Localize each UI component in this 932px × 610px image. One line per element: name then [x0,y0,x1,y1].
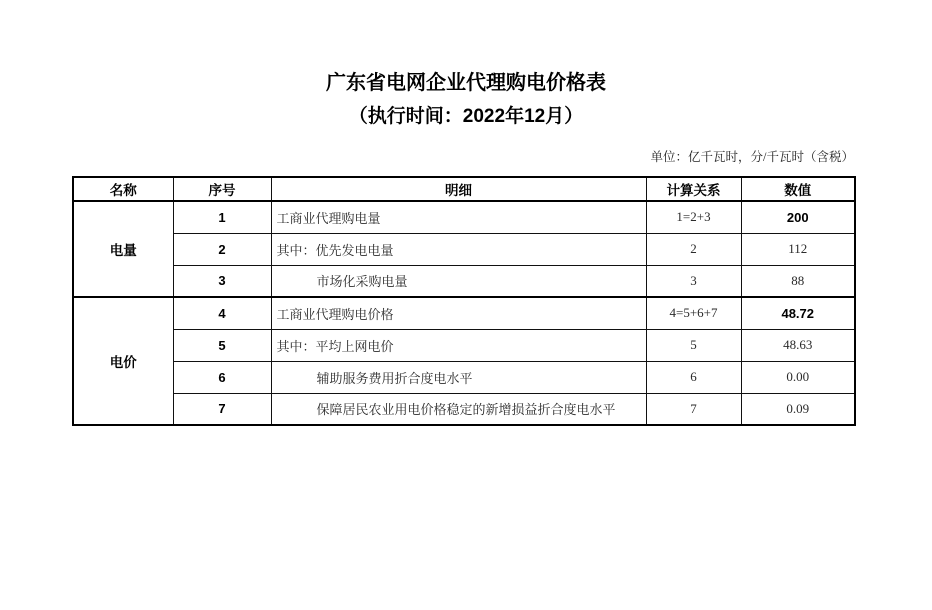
cell-value: 48.72 [741,297,855,329]
column-header-name: 名称 [73,177,173,201]
column-header-detail: 明细 [271,177,646,201]
cell-detail: 其中：优先发电电量 [271,233,646,265]
cell-no: 7 [173,393,271,425]
group-label-electricity-price: 电价 [73,297,173,425]
table-row [73,233,855,265]
cell-relation: 1=2+3 [646,201,741,233]
table-row [73,201,855,233]
unit-note: 单位：亿千瓦时，分/千瓦时（含税） [650,150,854,164]
cell-value: 0.09 [741,393,855,425]
page-subtitle: （执行时间：2022年12月） [348,106,584,127]
cell-detail: 保障居民农业用电价格稳定的新增损益折合度电水平 [271,393,646,425]
cell-no: 3 [173,265,271,297]
cell-value: 200 [741,201,855,233]
page-title: 广东省电网企业代理购电价格表 [326,72,606,94]
cell-relation: 5 [646,329,741,361]
column-header-relation: 计算关系 [646,177,741,201]
cell-no: 1 [173,201,271,233]
table-row [73,265,855,297]
table-row [73,329,855,361]
cell-no: 5 [173,329,271,361]
cell-no: 2 [173,233,271,265]
cell-no: 6 [173,361,271,393]
cell-detail: 工商业代理购电量 [271,201,646,233]
cell-detail: 辅助服务费用折合度电水平 [271,361,646,393]
cell-relation: 6 [646,361,741,393]
table-row [73,393,855,425]
column-header-no: 序号 [173,177,271,201]
cell-no: 4 [173,297,271,329]
cell-detail: 工商业代理购电价格 [271,297,646,329]
cell-relation: 3 [646,265,741,297]
cell-detail: 市场化采购电量 [271,265,646,297]
price-table [72,176,856,426]
table-row [73,297,855,329]
cell-detail: 其中：平均上网电价 [271,329,646,361]
cell-value: 0.00 [741,361,855,393]
cell-value: 88 [741,265,855,297]
table-row [73,361,855,393]
cell-value: 48.63 [741,329,855,361]
group-label-electricity-volume: 电量 [73,201,173,297]
cell-relation: 2 [646,233,741,265]
header-row [73,177,855,201]
cell-value: 112 [741,233,855,265]
cell-relation: 4=5+6+7 [646,297,741,329]
column-header-value: 数值 [741,177,855,201]
cell-relation: 7 [646,393,741,425]
